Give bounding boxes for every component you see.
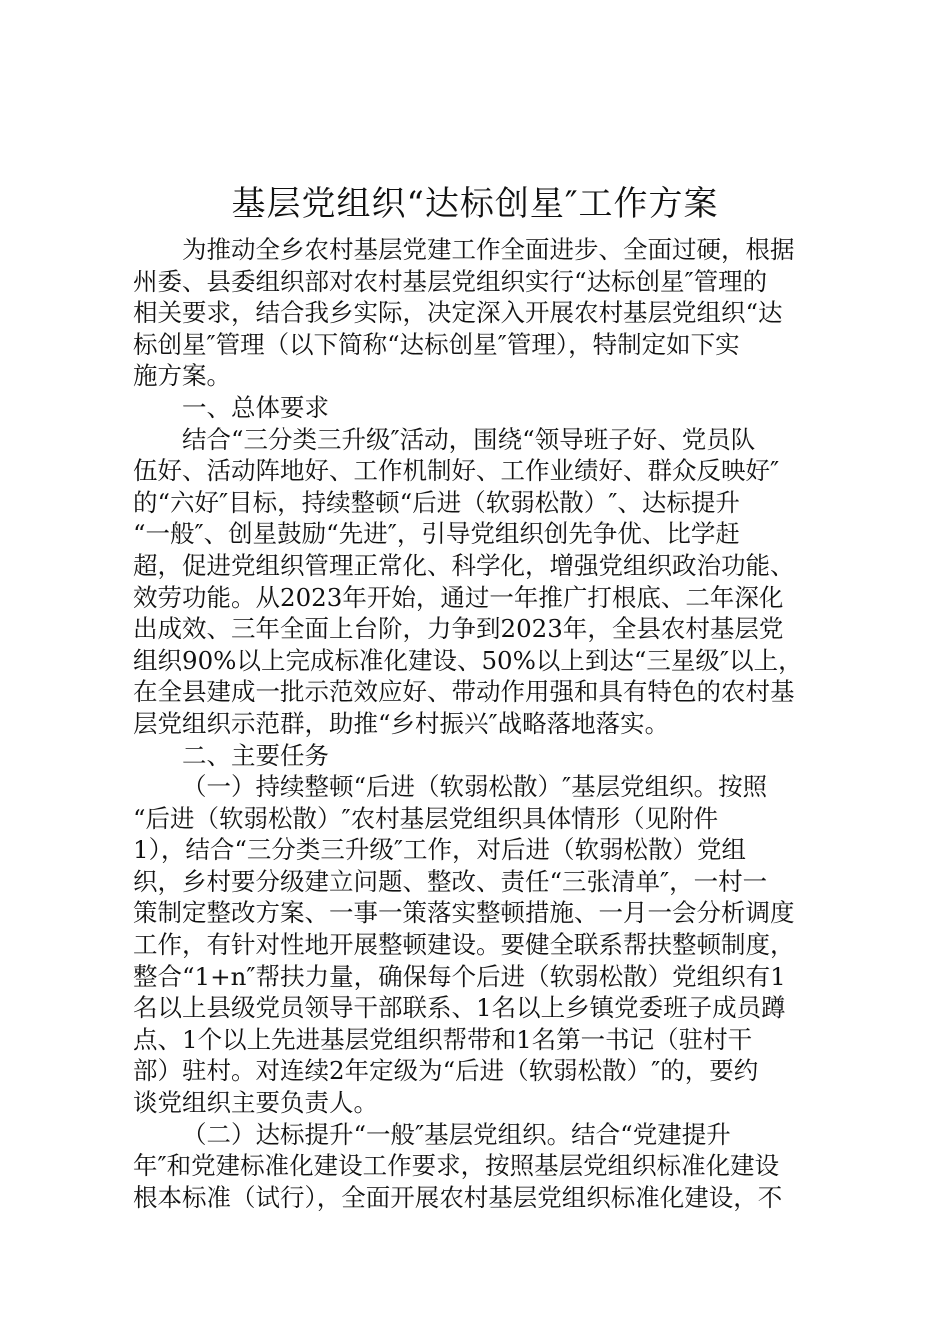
text-line: 施方案。: [133, 361, 231, 391]
text-line: 效劳功能。从2023年开始，通过一年推广打根底、二年深化: [133, 582, 784, 612]
text-line: （二）达标提升“一般″基层党组织。结合“党建提升: [182, 1119, 731, 1149]
text-line: 点、1个以上先进基层党组织帮带和1名第一书记（驻村干: [133, 1024, 753, 1054]
text-line: 工作，有针对性地开展整顿建设。要健全联系帮扶整顿制度，: [133, 930, 795, 960]
text-line: 整合“1+n″帮扶力量，确保每个后进（软弱松散）党组织有1: [133, 961, 786, 991]
text-line: 结合“三分类三升级″活动，围绕“领导班子好、党员队: [182, 424, 756, 454]
text-line: 出成效、三年全面上台阶，力争到2023年，全县农村基层党: [133, 614, 784, 644]
text-line: 根本标准（试行），全面开展农村基层党组织标准化建设，不: [133, 1182, 783, 1212]
text-line: 二、主要任务: [182, 740, 329, 770]
text-line: 标创星″管理（以下简称“达标创星″管理），特制定如下实: [133, 329, 740, 359]
text-line: 谈党组织主要负责人。: [133, 1088, 378, 1118]
text-line: 织，乡村要分级建立问题、整改、责任“三张清单″，一村一: [133, 866, 768, 896]
text-line: 名以上县级党员领导干部联系、1名以上乡镇党委班子成员蹲: [133, 993, 786, 1023]
text-line: 组织90%以上完成标准化建设、50%以上到达“三星级″以上，: [133, 645, 803, 675]
text-line: “一般″、创星鼓励“先进″，引导党组织创先争优、比学赶: [133, 519, 740, 549]
text-line: 一、总体要求: [182, 392, 329, 422]
text-line: 的“六好″目标，持续整顿“后进（软弱松散）″、达标提升: [133, 487, 740, 517]
text-line: 州委、县委组织部对农村基层党组织实行“达标创星″管理的: [133, 266, 768, 296]
text-line: 为推动全乡农村基层党建工作全面进步、全面过硬，根据: [182, 235, 795, 264]
text-line: 层党组织示范群，助推“乡村振兴″战略落地落实。: [133, 708, 670, 738]
text-line: 策制定整改方案、一事一策落实整顿措施、一月一会分析调度: [133, 898, 795, 928]
text-line: “后进（软弱松散）″农村基层党组织具体情形（见附件: [133, 803, 719, 833]
text-line: 在全县建成一批示范效应好、带动作用强和具有特色的农村基: [133, 677, 795, 707]
text-line: （一）持续整顿“后进（软弱松散）″基层党组织。按照: [182, 772, 768, 802]
text-line: 超，促进党组织管理正常化、科学化，增强党组织政治功能、: [133, 550, 795, 580]
text-line: 部）驻村。对连续2年定级为“后进（软弱松散）″的，要约: [133, 1056, 759, 1086]
document-title: 基层党组织“达标创星″工作方案: [231, 184, 719, 224]
text-line: 年″和党建标准化建设工作要求，按照基层党组织标准化建设: [133, 1151, 780, 1181]
document-body: [133, 234, 823, 1213]
text-line: 相关要求，结合我乡实际，决定深入开展农村基层党组织“达: [133, 298, 783, 328]
text-line: 1），结合“三分类三升级″工作，对后进（软弱松散）党组: [133, 835, 747, 865]
text-line: 伍好、活动阵地好、工作机制好、工作业绩好、群众反映好″: [133, 456, 780, 486]
